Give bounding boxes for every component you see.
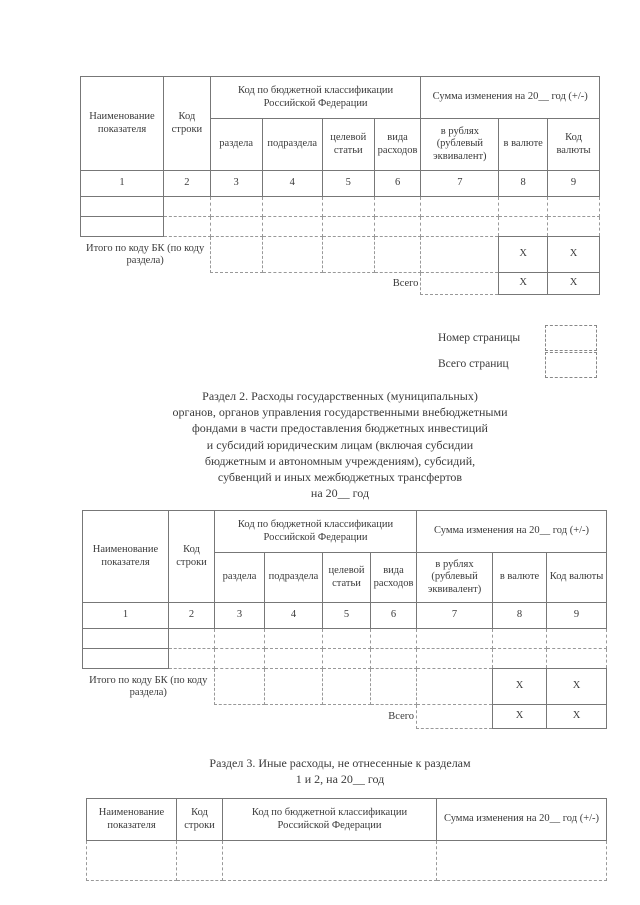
- header-target: целевой статьи: [323, 553, 371, 603]
- col-number: 4: [265, 603, 323, 629]
- col-number: 1: [81, 171, 164, 197]
- table-row-total-bk: [81, 237, 600, 273]
- x-mark: X: [499, 273, 548, 295]
- header-expense-type: вида расходов: [374, 119, 421, 171]
- table-row: [81, 217, 600, 237]
- header-expense-type: вида расходов: [371, 553, 417, 603]
- x-mark: X: [493, 669, 547, 705]
- section2-title-line: на 20__ год: [310, 486, 370, 501]
- header-target: целевой статьи: [322, 119, 374, 171]
- header-name: Наименование показателя: [83, 511, 169, 603]
- header-row-code: Код строки: [169, 511, 215, 603]
- section3-title: [150, 755, 530, 787]
- header-bk-code: Код по бюджетной классификации Российской Федерации: [223, 799, 437, 841]
- col-number: 3: [215, 603, 265, 629]
- table-row-total: [81, 273, 600, 295]
- header-currency: в валюте: [493, 553, 547, 603]
- header-currency-code: Код валюты: [548, 119, 600, 171]
- table-row: [83, 649, 607, 669]
- header-sum: Сумма изменения на 20__ год (+/-): [417, 511, 607, 553]
- header-section: раздела: [215, 553, 265, 603]
- col-number: 7: [417, 603, 493, 629]
- section2-title-line: фондами в части предоставления бюджетных инвестиций: [192, 421, 488, 436]
- section2-title-line: субвенций и иных межбюджетных трансфертов: [217, 469, 463, 484]
- col-number: 8: [499, 171, 548, 197]
- total-bk-label: Итого по коду БК (по коду раздела): [89, 674, 208, 698]
- header-row-code: Код строки: [164, 77, 211, 171]
- section3-title-line: 1 и 2, на 20__ год: [295, 772, 385, 787]
- header-name: Наименование показателя: [87, 799, 177, 841]
- col-number: 5: [322, 171, 374, 197]
- col-number: 2: [164, 171, 211, 197]
- section2-title-line: бюджетным и автономным учреждениям), субсидий,: [204, 453, 476, 468]
- total-all-label: Всего: [388, 710, 415, 722]
- section1-table: [80, 76, 600, 295]
- header-currency: в валюте: [499, 119, 548, 171]
- section2-title-line: Раздел 2. Расходы государственных (муниципальных): [202, 389, 478, 403]
- header-subsection: подраздела: [262, 119, 322, 171]
- section2-table: [82, 510, 607, 729]
- col-number: 5: [323, 603, 371, 629]
- x-mark: X: [548, 273, 600, 295]
- header-rub: в рублях (рублевый эквивалент): [421, 119, 499, 171]
- table-row: [81, 197, 600, 217]
- col-number: 7: [421, 171, 499, 197]
- header-rub: в рублях (рублевый эквивалент): [417, 553, 493, 603]
- header-section: раздела: [210, 119, 262, 171]
- total-bk-label: Итого по коду БК (по коду раздела): [86, 242, 205, 266]
- col-number: 8: [493, 603, 547, 629]
- x-mark: X: [493, 705, 547, 729]
- col-number: 9: [547, 603, 607, 629]
- header-name: Наименование показателя: [81, 77, 164, 171]
- col-number: 6: [374, 171, 421, 197]
- col-number: 1: [83, 603, 169, 629]
- header-sum: Сумма изменения на 20__ год (+/-): [421, 77, 600, 119]
- page-number-label: Номер страницы: [438, 332, 521, 344]
- section2-title-line: и субсидий юридическим лицам (включая субсидии: [206, 437, 474, 452]
- header-subsection: подраздела: [265, 553, 323, 603]
- x-mark: X: [548, 237, 600, 273]
- table-row-total: [83, 705, 607, 729]
- x-mark: X: [547, 705, 607, 729]
- total-pages-field[interactable]: [545, 352, 597, 378]
- col-number: 9: [548, 171, 600, 197]
- header-row-code: Код строки: [177, 799, 223, 841]
- section3-table: [86, 798, 607, 881]
- page-number-field[interactable]: [545, 325, 597, 351]
- total-all-label: Всего: [392, 277, 419, 289]
- header-currency-code: Код валюты: [547, 553, 607, 603]
- section2-title-line: органов, органов управления государственными внебюджетными: [172, 405, 508, 420]
- header-sum: Сумма изменения на 20__ год (+/-): [437, 799, 607, 841]
- x-mark: X: [499, 237, 548, 273]
- col-number: 6: [371, 603, 417, 629]
- col-number: 3: [210, 171, 262, 197]
- x-mark: X: [547, 669, 607, 705]
- header-bk-code: Код по бюджетной классификации Российской Федерации: [210, 77, 421, 119]
- header-bk-code: Код по бюджетной классификации Российской Федерации: [215, 511, 417, 553]
- table-row-total-bk: [83, 669, 607, 705]
- total-pages-label: Всего страниц: [438, 358, 509, 370]
- table-row: [83, 629, 607, 649]
- section2-title: [120, 388, 560, 501]
- section3-title-line: Раздел 3. Иные расходы, не отнесенные к разделам: [209, 756, 471, 770]
- col-number: 4: [262, 171, 322, 197]
- col-number: 2: [169, 603, 215, 629]
